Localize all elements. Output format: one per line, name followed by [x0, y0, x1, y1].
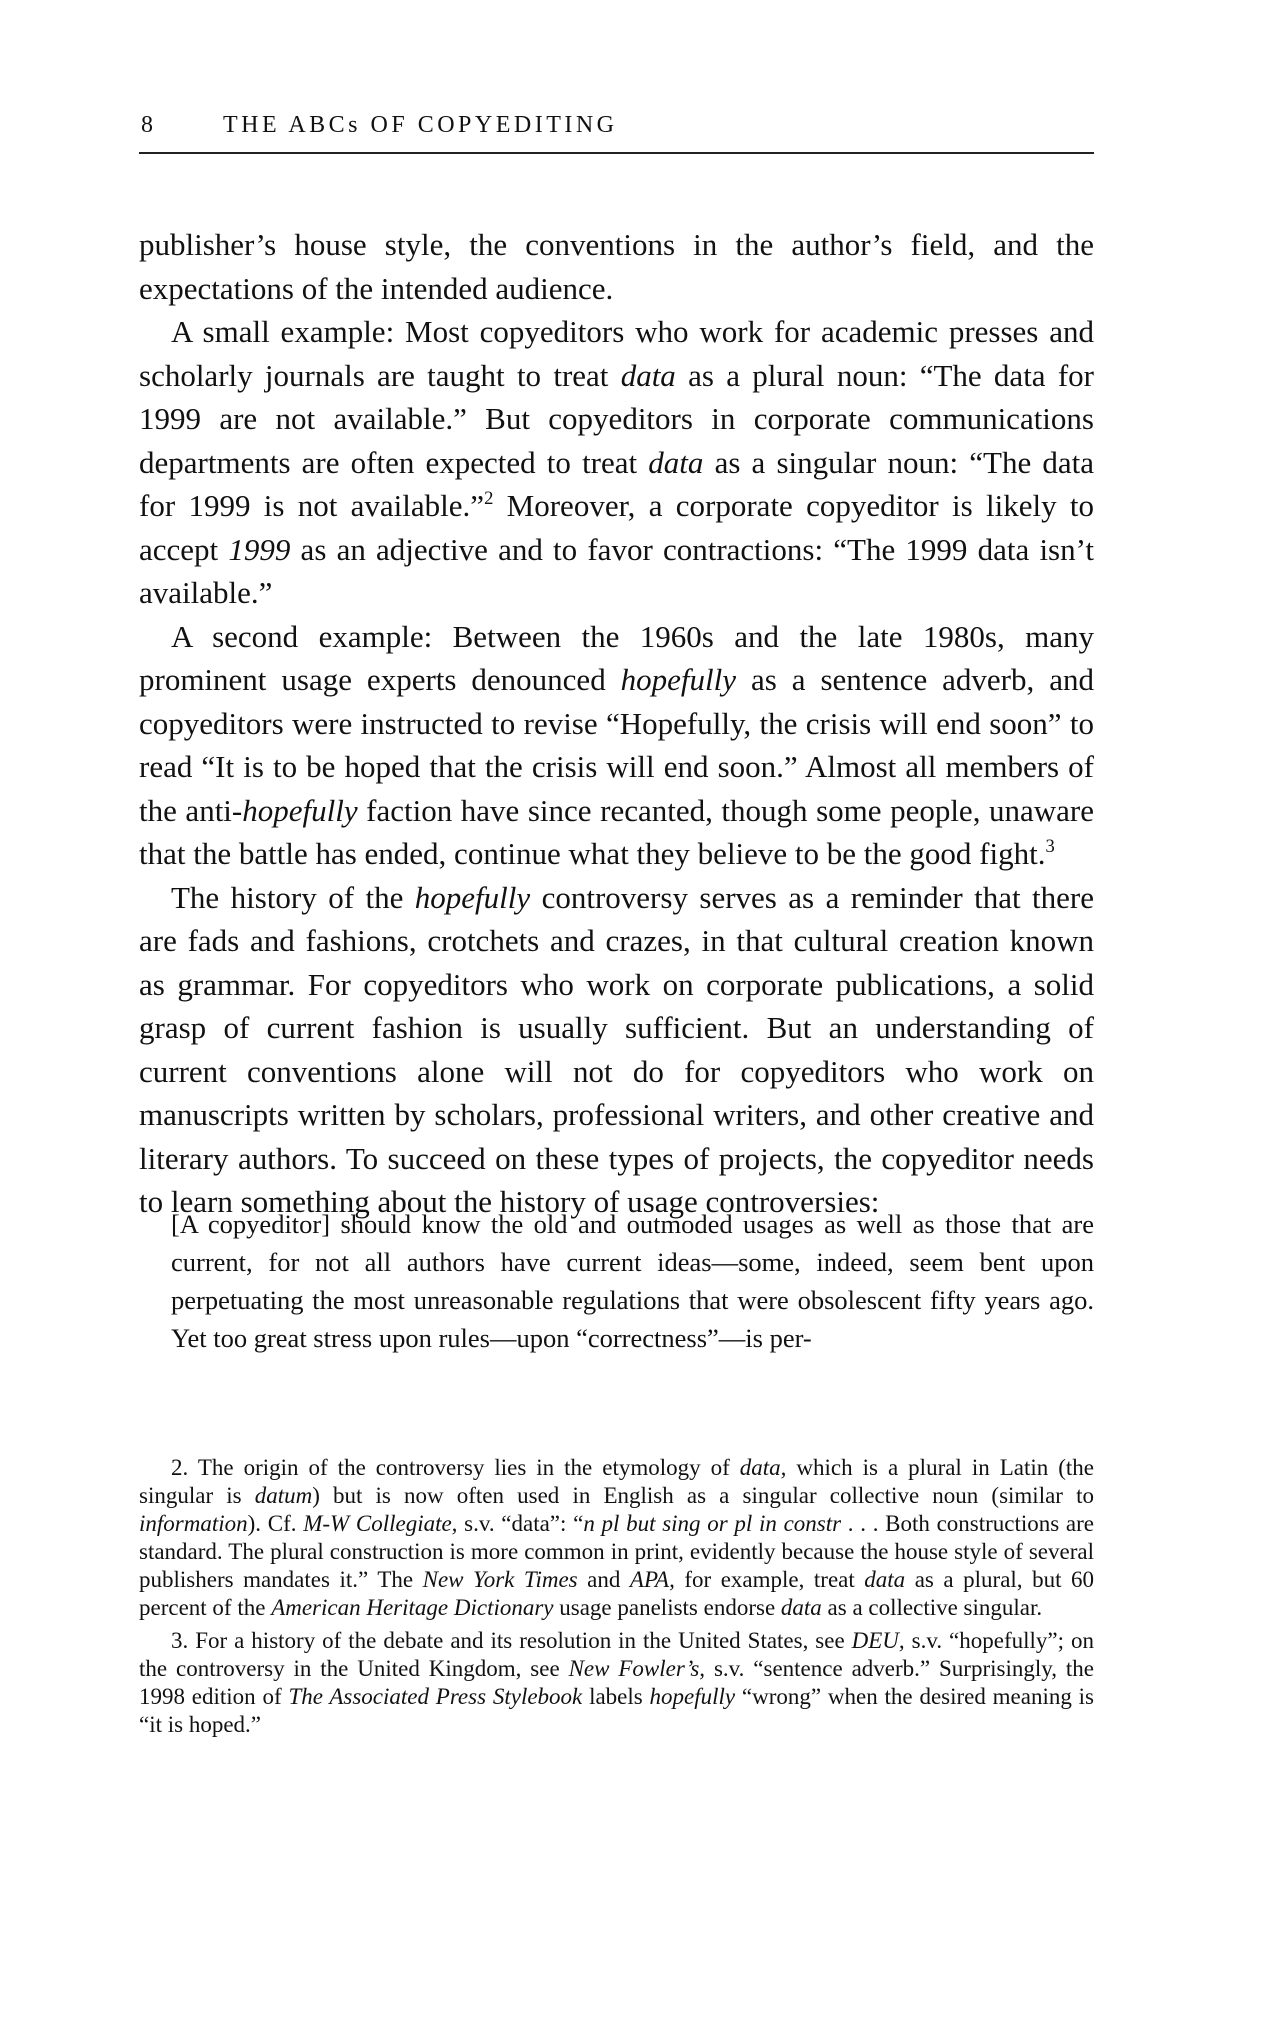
text-run: as an adjective and to favor contractions: “The 1999 data isn’t available.” [139, 531, 1094, 610]
text-run: 2. The origin of the controversy lies in the etymology of [171, 1455, 740, 1480]
text-run: as a singular noun: “The data for 1999 is not available.” [139, 444, 1094, 523]
text-run: The history of the [171, 879, 415, 915]
text-run: faction have since recanted, though some people, unaware that the battle has ended, continue what they believe to be the good fight. [139, 792, 1094, 871]
italic-term: data, [739, 1455, 787, 1480]
footnote-ref-2[interactable]: 2 [484, 487, 494, 509]
text-run: controversy serves as a reminder that there are fads and fashions, crotchets and crazes, in that cultural creation known as grammar. For copyeditors who work on corporate publications, a solid grasp of current fashion is usually sufficient. But an understanding of current conventions alone will not do for copyeditors who work on manuscripts written by scholars, professional writers, and other creative and literary authors. To succeed on these types of projects, the copyeditor needs to learn something about the history of usage controversies: [139, 879, 1094, 1219]
italic-term: The Associated Press Stylebook [288, 1684, 583, 1709]
text-run: as a plural noun: “The data for 1999 are not available.” But copyeditors in corporate communications departments are often expected to treat [139, 357, 1094, 480]
text-run: s.v. “hopefully”; on the controversy in the United Kingdom, see [139, 1628, 1094, 1681]
italic-term: data [864, 1567, 906, 1592]
footnote-ref-3[interactable]: 3 [1045, 835, 1055, 857]
running-head [139, 112, 1094, 154]
text-run: as a plural, but 60 percent of the [139, 1567, 1094, 1620]
italic-term: hopefully [242, 792, 358, 828]
italic-term: data [620, 357, 676, 393]
italic-term: n pl but sing or pl in constr [583, 1511, 842, 1536]
italic-term: 1999 [228, 531, 291, 567]
text-run: for example, treat [674, 1567, 865, 1592]
italic-term: hopefully [414, 879, 531, 915]
text-run: s.v. “data”: “ [457, 1511, 584, 1536]
body-text [139, 223, 1094, 1224]
italic-term: information [139, 1511, 248, 1536]
text-run: usage panelists endorse [553, 1595, 781, 1620]
text-run: A second example: Between the 1960s and the late 1980s, many prominent usage experts denounced [139, 618, 1094, 697]
italic-term: hopefully [649, 1684, 736, 1709]
italic-term: DEU, [851, 1628, 905, 1653]
text-run: 3. For a history of the debate and its resolution in the United States, see [171, 1628, 852, 1653]
block-quote [171, 1205, 1094, 1357]
italic-term: M-W Collegiate, [303, 1511, 458, 1536]
paragraph-4 [139, 876, 1094, 1224]
footnote-3 [139, 1627, 1094, 1739]
text-run: A small example: Most copyeditors who work for academic presses and scholarly journals are taught to treat [139, 314, 1094, 393]
footnotes [139, 1454, 1094, 1744]
italic-term: hopefully [620, 662, 737, 697]
text-run: as a collective singular. [821, 1595, 1043, 1620]
italic-term: data [780, 1595, 822, 1620]
paragraph-1: publisher’s house style, the conventions in the author’s field, and the expectations of the intended audience. [139, 227, 1094, 306]
quote-text: [A copyeditor] should know the old and outmoded usages as well as those that are current, for not all authors have current ideas—some, indeed, seem bent upon perpetuating the most unreasonable regulations that were obsolescent fifty years ago. Yet too great stress upon rules—upon “correctness”—is per- [171, 1209, 1094, 1353]
text-run: labels [582, 1684, 650, 1709]
footnote-2 [139, 1454, 1094, 1622]
italic-term: New York Times [422, 1567, 578, 1592]
italic-term: New Fowler’s, [568, 1656, 706, 1681]
text-run: “wrong” when the desired meaning is “it is hoped.” [139, 1684, 1094, 1737]
text-run: and [577, 1567, 630, 1592]
page-number: 8 [141, 112, 157, 138]
paragraph-2 [139, 310, 1094, 615]
text-run: . . . Both constructions are standard. The plural construction is more common in print, evidently because the house style of several publishers mandates it.” The [139, 1511, 1094, 1592]
paragraph-3 [139, 615, 1094, 876]
running-title: THE ABCs OF COPYEDITING [223, 112, 618, 138]
text-run: as a sentence adverb, and copyeditors were instructed to revise “Hopefully, the crisis will end soon” to read “It is to be hoped that the crisis will end soon.” Almost all members of the anti- [139, 662, 1094, 828]
text-run: s.v. “sentence adverb.” Surprisingly, the 1998 edition of [139, 1656, 1094, 1709]
italic-term: data [648, 444, 704, 480]
text-run: ). Cf. [247, 1511, 304, 1536]
italic-term: datum [254, 1483, 313, 1508]
text-run: which is a plural in Latin (the singular is [139, 1455, 1094, 1508]
text-run: Moreover, a corporate copyeditor is likely to accept [139, 488, 1094, 567]
text-run: ) but is now often used in English as a singular collective noun (similar to [312, 1483, 1094, 1508]
italic-term: APA, [629, 1567, 675, 1592]
italic-term: American Heritage Dictionary [271, 1595, 554, 1620]
